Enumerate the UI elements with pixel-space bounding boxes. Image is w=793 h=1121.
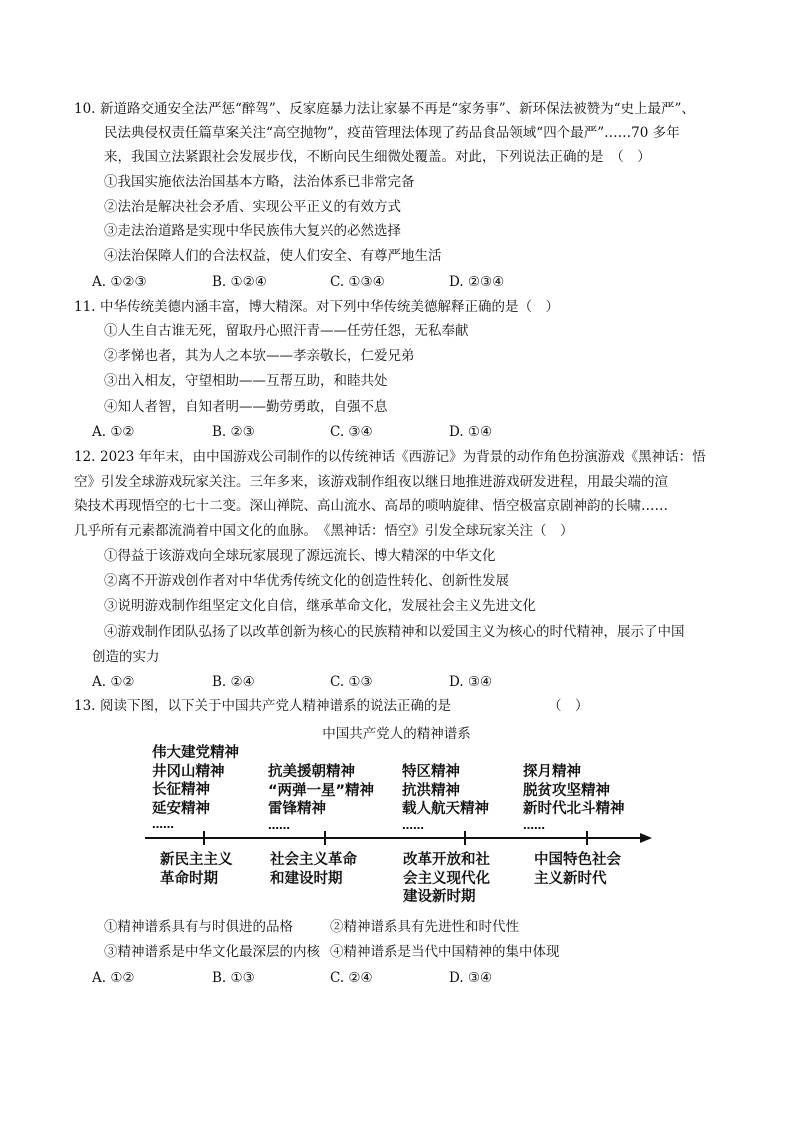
option-d[interactable]: D. ①④ — [449, 424, 493, 440]
period-line: 和建设时期 — [270, 870, 343, 887]
stem-line: 染技术再现悟空的七十二变。深山禅院、高山流水、高昂的唢呐旋律、悟空极富京剧神韵的长啸…… — [74, 498, 668, 514]
question-number: 13. — [74, 698, 96, 714]
period-line: 革命时期 — [160, 870, 218, 887]
statement-item: ④精神谱系是当代中国精神的集中体现 — [330, 944, 560, 960]
statement-item: ④法治保障人们的合法权益，使人们安全、有尊严地生活 — [104, 248, 442, 264]
statement-item: ②法治是解决社会矛盾、实现公平正义的有效方式 — [104, 199, 401, 215]
statement-item: ②孝悌也者，其为人之本欤——孝亲敬长，仁爱兄弟 — [104, 348, 415, 364]
statement-item: ③出入相友，守望相助——互帮互助，和睦共处 — [104, 373, 388, 389]
spirit-label: 伟大建党精神 — [152, 745, 239, 761]
spirit-label: 新时代北斗精神 — [523, 801, 625, 817]
stem-line: 来，我国立法紧跟社会发展步伐，不断向民生细微处覆盖。对此，下列说法正确的是 （ ） — [104, 149, 651, 165]
spirit-label: 雷锋精神 — [268, 801, 326, 817]
stem-line: 2023 年年末，由中国游戏公司制作的以传统神话《西游记》为背景的动作角色扮演游戏《黑神话：悟 — [100, 449, 706, 465]
option-d[interactable]: D. ③④ — [449, 970, 493, 986]
period-label-1 — [160, 851, 233, 888]
statement-item: ①精神谱系具有与时俱进的品格 — [104, 919, 293, 935]
spirit-label: “两弹一星”精神 — [268, 782, 375, 799]
option-c[interactable]: C. ①③ — [330, 674, 373, 690]
spirit-label: 探月精神 — [523, 764, 581, 780]
period-label-2 — [270, 851, 357, 888]
ellipsis: …… — [152, 818, 174, 831]
statement-item: ②精神谱系具有先进性和时代性 — [330, 919, 519, 935]
option-c[interactable]: C. ②④ — [330, 970, 373, 986]
statement-item: ②离不开游戏创作者对中华优秀传统文化的创造性转化、创新性发展 — [104, 573, 509, 589]
stem-line: 阅读下图，以下关于中国共产党人精神谱系的说法正确的是 — [100, 698, 451, 714]
option-a[interactable]: A. ①② — [92, 674, 135, 690]
option-d[interactable]: D. ③④ — [449, 674, 493, 690]
question-number: 12. — [74, 449, 96, 465]
stem-line: 中华传统美德内涵丰富，博大精深。对下列中华传统美德解释正确的是（ ） — [100, 299, 559, 315]
spirit-label: 抗洪精神 — [402, 782, 460, 799]
option-a[interactable]: A. ①② — [92, 424, 135, 440]
spirit-label: 延安精神 — [152, 800, 210, 817]
spirit-label: 抗美援朝精神 — [268, 764, 355, 780]
spirit-label: 脱贫攻坚精神 — [523, 782, 610, 799]
ellipsis: …… — [402, 818, 424, 832]
question-number: 10. — [74, 101, 96, 117]
option-a[interactable]: A. ①②③ — [92, 274, 147, 290]
period-line: 改革开放和社 — [403, 852, 490, 868]
option-b[interactable]: B. ①③ — [212, 970, 255, 986]
statement-item: ③说明游戏制作组坚定文化自信，继承革命文化，发展社会主义先进文化 — [104, 598, 536, 614]
spirit-label: 载人航天精神 — [402, 801, 489, 817]
period-line: 社会主义革命 — [270, 852, 357, 868]
period-label-4 — [534, 851, 621, 888]
spirit-label: 长征精神 — [152, 782, 210, 798]
stem-line: 空》引发全球游戏玩家关注。三年多来，该游戏制作组夜以继日地推进游戏研发进程，用最尖端的渲 — [74, 474, 668, 490]
period-line: 新民主主义 — [160, 852, 233, 868]
stem-line: 新道路交通安全法严惩“醉驾”、反家庭暴力法让家暴不再是“家务事”、新环保法被赞为“史上最严”、 — [100, 101, 695, 117]
option-d[interactable]: D. ②③④ — [449, 274, 505, 290]
spirit-label: 井冈山精神 — [152, 763, 225, 780]
diagram-title: 中国共产党人的精神谱系 — [322, 726, 471, 742]
period-line: 主义新时代 — [534, 870, 607, 887]
option-c[interactable]: C. ①③④ — [330, 274, 385, 290]
stem-line: 民法典侵权责任篇草案关注“高空抛物”，疫苗管理法体现了药品食品领域“四个最严”……70 多年 — [104, 125, 680, 141]
stem-line: 几乎所有元素都流淌着中国文化的血脉。 《黑神话：悟空》引发全球玩家关注（ ） — [74, 523, 574, 539]
statement-item: ④游戏制作团队弘扬了以改革创新为核心的民族精神和以爱国主义为核心的时代精神，展示了中国 — [104, 624, 685, 640]
ellipsis: …… — [523, 818, 545, 832]
statement-item: ④知人者智，自知者明——勤劳勇敢，自强不息 — [104, 399, 388, 415]
timeline-arrow — [640, 833, 652, 843]
option-c[interactable]: C. ③④ — [330, 424, 373, 440]
period-label-3 — [403, 851, 490, 907]
statement-item: ①人生自古谁无死，留取丹心照汗青——任劳任怨，无私奉献 — [104, 323, 469, 339]
period-line: 中国特色社会 — [534, 852, 621, 868]
option-b[interactable]: B. ①②④ — [212, 274, 267, 290]
question-number: 11. — [74, 299, 96, 315]
statement-item: ①我国实施依法治国基本方略，法治体系已非常完备 — [104, 174, 415, 190]
period-line: 建设新时期 — [403, 889, 476, 905]
option-a[interactable]: A. ①② — [92, 970, 135, 986]
statement-item: ③走法治道路是实现中华民族伟大复兴的必然选择 — [104, 223, 401, 239]
statement-item: ③精神谱系是中华文化最深层的内核 — [104, 944, 320, 960]
statement-continuation: 创造的实力 — [92, 649, 160, 665]
option-b[interactable]: B. ②③ — [212, 424, 255, 440]
spirit-label: 特区精神 — [402, 764, 460, 780]
period-line: 会主义现代化 — [403, 870, 490, 887]
ellipsis: …… — [268, 818, 290, 832]
answer-parenthesis[interactable]: （ ） — [548, 698, 589, 714]
option-b[interactable]: B. ②④ — [212, 674, 255, 690]
statement-item: ①得益于该游戏向全球玩家展现了源远流长、博大精深的中华文化 — [104, 548, 496, 564]
